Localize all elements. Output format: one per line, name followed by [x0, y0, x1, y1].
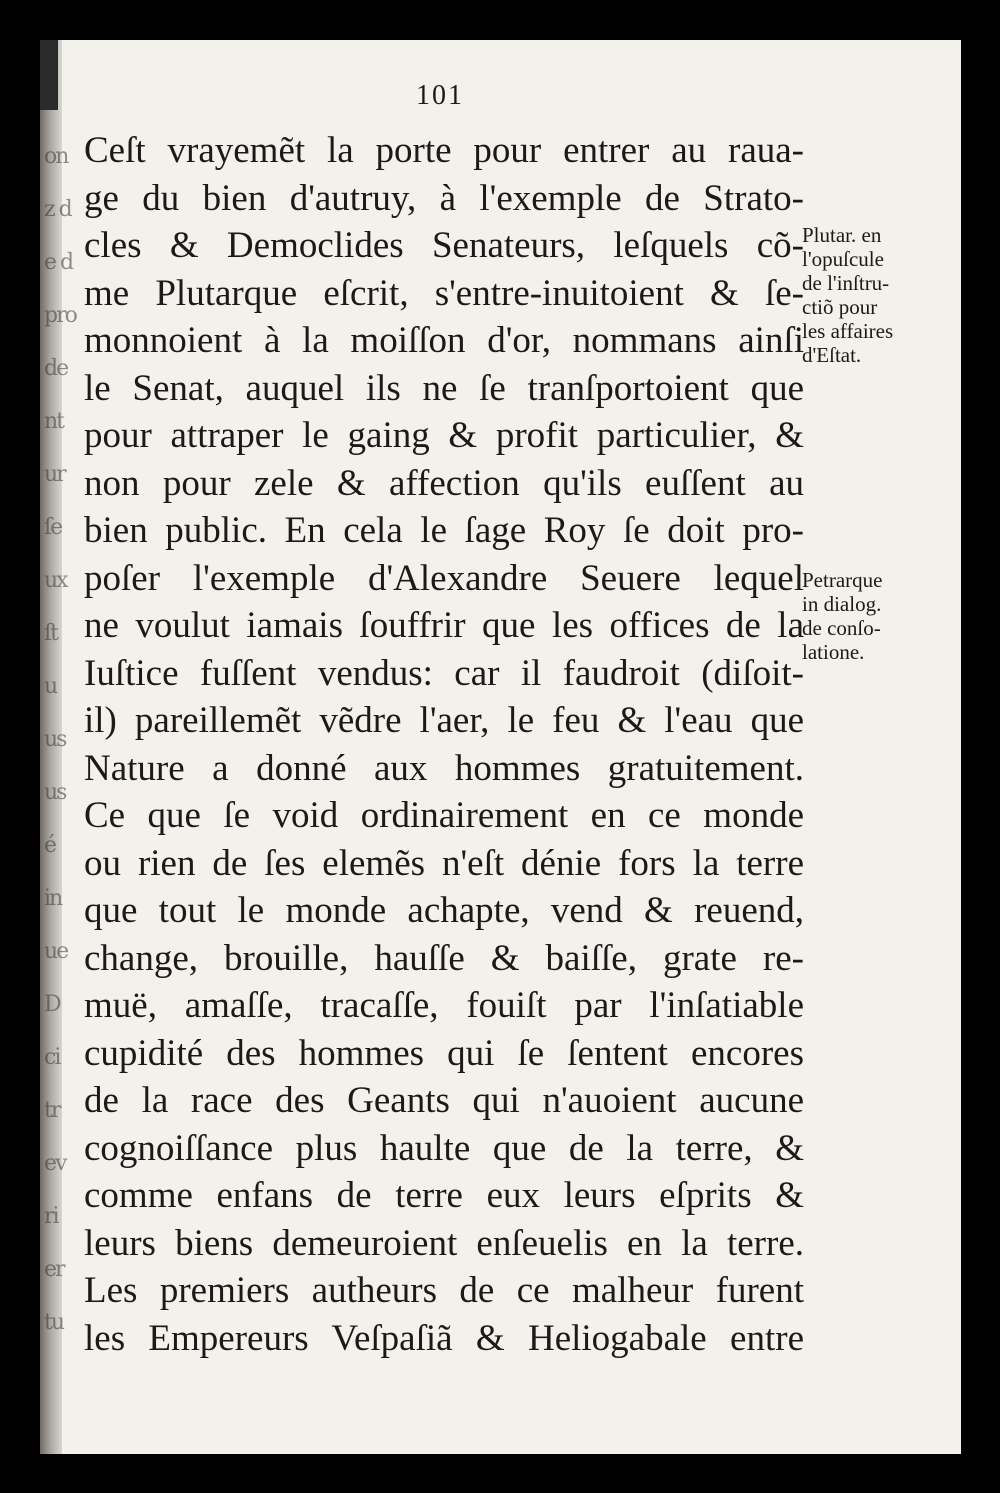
bleed-fragment: ur — [44, 462, 65, 487]
text-line: muë, amaſſe, tracaſſe, fouiſt par l'inſatiable — [84, 985, 804, 1026]
text-line: il) pareillemẽt vẽdre l'aer, le feu & l'eau que — [84, 700, 804, 741]
text-line: Les premiers autheurs de ce malheur furent — [84, 1270, 804, 1311]
text-line: me Plutarque eſcrit, s'entre-inuitoient & ſe- — [84, 272, 804, 314]
book-page — [40, 40, 961, 1454]
text-line: Ce que ſe void ordinairement en ce monde — [84, 795, 804, 836]
margin-note-line: l'opuſcule — [802, 247, 884, 271]
text-line: les Empereurs Veſpaſiã & Heliogabale entre — [84, 1317, 804, 1359]
text-line: leurs biens demeuroient enſeuelis en la terre. — [84, 1222, 804, 1264]
bleed-fragment: é — [44, 833, 56, 858]
margin-note-line: in dialog. — [802, 592, 882, 616]
margin-note-line: Petrarque — [802, 568, 883, 592]
bleed-fragment: nt — [44, 409, 64, 434]
text-line: que tout le monde achapte, vend & reuend, — [84, 890, 804, 931]
text-line: bien public. En cela le ſage Roy ſe doit pro- — [84, 510, 804, 551]
bleed-fragment: pro — [44, 303, 76, 328]
text-line: pour attraper le gaing & profit particulier, & — [84, 415, 804, 456]
text-line: non pour zele & affection qu'ils euſſent au — [84, 462, 804, 504]
bleed-fragment: us — [44, 780, 66, 805]
bleed-fragment: e d — [44, 250, 73, 275]
text-line: cles & Democlides Senateurs, leſquels cõ- — [84, 225, 804, 266]
bleed-fragment: ſe — [44, 515, 62, 540]
margin-note-line: de conſo- — [802, 616, 881, 640]
text-line: cognoiſſance plus haulte que de la terre, & — [84, 1127, 804, 1169]
text-line: ou rien de ſes elemẽs n'eſt dénie fors la terre — [84, 842, 804, 884]
margin-note-petrarque — [802, 568, 932, 664]
page-number: 101 — [416, 80, 464, 111]
bleed-fragment: in — [44, 886, 62, 911]
text-line: comme enfans de terre eux leurs eſprits & — [84, 1175, 804, 1216]
previous-page-bleed — [44, 130, 76, 1335]
bleed-fragment: ux — [44, 568, 67, 593]
margin-note-line: d'Eſtat. — [802, 343, 862, 367]
margin-note-line: latione. — [802, 640, 865, 664]
bleed-fragment: z d — [44, 197, 71, 222]
margin-note-line: de l'inſtru- — [802, 271, 890, 295]
bleed-fragment: ſt — [44, 621, 57, 646]
text-line: poſer l'exemple d'Alexandre Seuere lequel — [84, 557, 804, 599]
margin-note-line: ctiõ pour — [802, 295, 878, 319]
text-line: change, brouille, hauſſe & baiſſe, grate re- — [84, 937, 804, 979]
text-line: ne voulut iamais ſouffrir que les offices de la — [84, 605, 804, 646]
bleed-fragment: D — [44, 992, 60, 1017]
gutter-shadow — [40, 40, 58, 110]
text-line: monnoient à la moiſſon d'or, nommans ainſi — [84, 320, 804, 361]
bleed-fragment: ue — [44, 939, 68, 964]
text-line: cupidité des hommes qui ſe ſentent encores — [84, 1032, 804, 1074]
text-line: le Senat, auquel ils ne ſe tranſportoient que — [84, 367, 804, 409]
bleed-fragment: ci — [44, 1045, 60, 1070]
text-line: Iuſtice fuſſent vendus: car il faudroit (diſoit- — [84, 652, 804, 694]
bleed-fragment: us — [44, 727, 66, 752]
bleed-fragment: ev — [44, 1151, 66, 1176]
text-line: ge du bien d'autruy, à l'exemple de Strato- — [84, 177, 804, 219]
bleed-fragment: ri — [44, 1204, 58, 1229]
bleed-fragment: tr — [44, 1098, 60, 1123]
bleed-fragment: u — [44, 674, 57, 699]
bleed-fragment: er — [44, 1257, 64, 1282]
margin-note-line: les affaires — [802, 319, 894, 343]
text-line: Nature a donné aux hommes gratuitement. — [84, 747, 804, 789]
bleed-fragment: de — [44, 356, 68, 381]
margin-note-plutarque — [802, 223, 932, 367]
text-line: de la race des Geants qui n'auoient aucune — [84, 1080, 804, 1121]
bleed-fragment: tu — [44, 1310, 64, 1335]
margin-note-line: Plutar. en — [802, 223, 882, 247]
bleed-fragment: on — [44, 144, 68, 169]
main-text-block — [84, 127, 804, 1362]
text-line: Ceſt vrayemẽt la porte pour entrer au raua- — [84, 130, 804, 171]
